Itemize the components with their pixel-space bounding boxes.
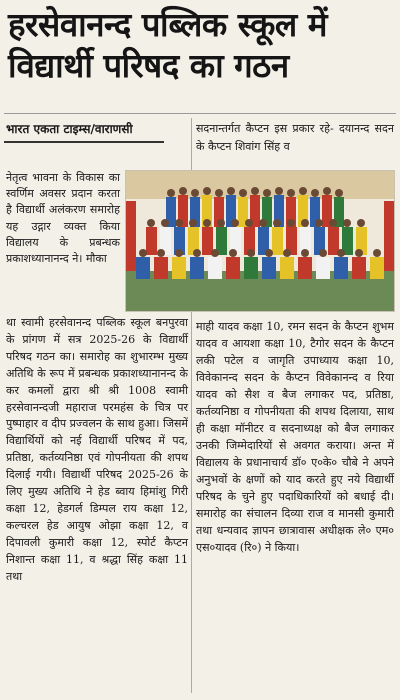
divider — [4, 113, 396, 114]
group-photo-icon — [126, 171, 394, 311]
headline — [8, 4, 392, 86]
headline-line-1: हरसेवानन्द पब्लिक स्कूल में — [8, 5, 327, 44]
left-column-header — [4, 118, 174, 143]
group-photo — [125, 170, 395, 312]
dateline: भारत एकता टाइम्स/वाराणसी — [4, 118, 164, 143]
main-paragraph-left: था स्वामी हरसेवानन्द पब्लिक स्कूल बनपुरवा के प्रांगण में सत्र 2025-26 के विद्यार्थी परिषद गठन का। समारोह का शुभारम्भ मुख्य अतिथि के रूप में प्रबन्धक प्रकाशध्यानानन्द के कर कमलों द्वारा श्री श्री 1008 स्वामी हरसेवानन्दजी महाराज परमहंस के चित्र पर पुष्पाहार व दीप प्रज्वलन के साथ हुआ। जिसमें विद्यार्थियों को नई विद्यार्थी परिषद में पद, प्रतिष्ठा, कर्तव्यनिष्ठा एवं गोपनीयता की शपथ दिलाई गयी। विद्यार्थी परिषद 2025-26 के लिए मुख्य अतिथि ने हेड ब्वाय हिमांशु गिरी कक्षा 12, हेडगर्ल डिम्पल राय कक्षा 12, कल्चरल हेड आयुष ओझा कक्षा 12, व दिपावली कुमारी कक्षा 12, स्पोर्ट कैप्टन निशान्त कक्षा 11, व श्रद्धा सिंह कक्षा 11 तथा — [6, 316, 188, 583]
headline-line-2: विद्यार्थी परिषद का गठन — [8, 46, 289, 85]
intro-paragraph: नेतृत्व भावना के विकास का स्वर्णिम अवसर प्रदान करता है विद्यार्थी अलंकरण समारोह यह उद्गार व्यक्त किया विद्यालय के प्रबन्धक प्रकाशध्यानानन्द ने। मौका — [6, 171, 120, 266]
main-paragraph-right: माही यादव कक्षा 10, रमन सदन के कैप्टन शुभम यादव व आयशा कक्षा 10, टैगोर सदन के कैप्टन लकी पटेल व जागृति उपाध्याय कक्षा 10, विवेकानन्द सदन के कैप्टन विवेकानन्द व रिया यादव को सैश व बैज लगाकर पद, प्रतिष्ठा, कर्तव्यनिष्ठा व गोपनीयता की शपथ दिलाया, साथ ही कक्षा मॉनीटर व सदनाध्यक्ष को बैज लगाकर उनकी जिम्मेदारियों से अवगत कराया। अन्त में विद्यालय के प्रधानाचार्य डॉ० ए०के० चौबे ने अपने अनुभवों के क्षणों को याद करते हुए नये विद्यार्थी परिषद के चुने हुए पदाधिकारियों को बधाई दी। समारोह का संचालन दिव्या राज व मानसी कुमारी तथा धन्यवाद ज्ञापन छात्रावास अधीक्षक ले० एम० एस०यादव (रि०) ने किया। — [196, 320, 394, 554]
right-column-top-text: सदनान्तर्गत कैप्टन इस प्रकार रहे- दयानन्द सदन के कैप्टन शिवांग सिंह व — [196, 122, 394, 153]
